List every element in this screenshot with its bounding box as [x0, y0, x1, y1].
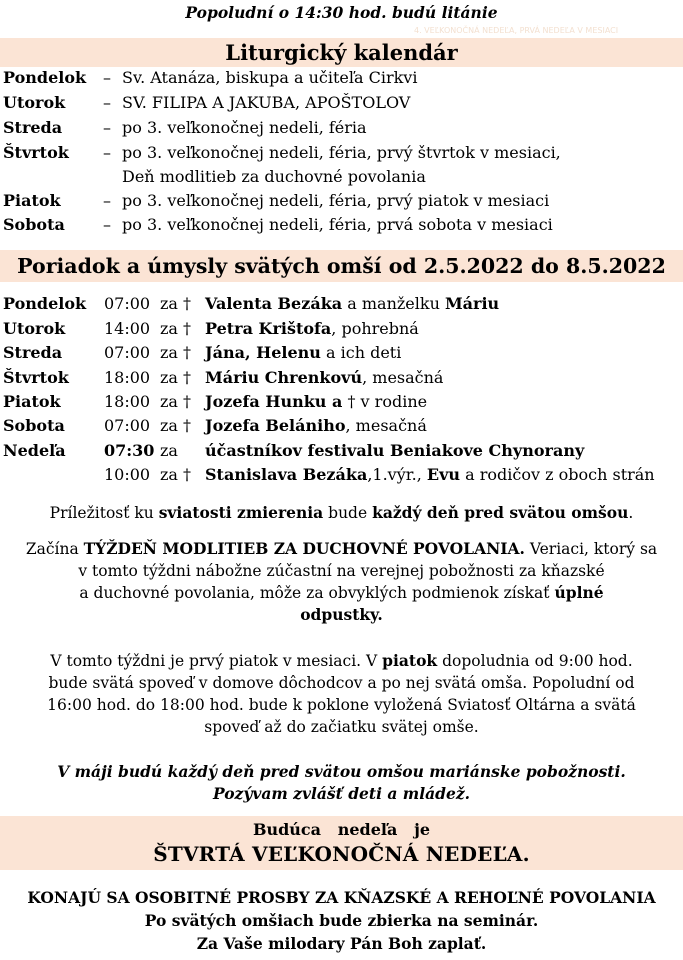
mass-time: 07:30 [104, 441, 155, 460]
mass-time: 10:00 [104, 465, 151, 484]
calendar-day: Sobota [3, 215, 65, 234]
mass-day: Utorok [3, 319, 66, 338]
masses-title: Poriadok a úmysly svätých omší od 2.5.2022 do 8.5.2022 [0, 250, 683, 282]
mass-day: Štvrtok [3, 368, 69, 387]
mass-intention: Valenta Bezáka a manželku Máriu [205, 294, 500, 313]
calendar-dash: – [103, 143, 111, 162]
mass-za: za [160, 441, 178, 460]
mass-za: za † [160, 319, 192, 338]
calendar-day: Streda [3, 118, 63, 137]
calendar-day: Štvrtok [3, 143, 69, 162]
mass-intention: Jozefa Hunku a † v rodine [205, 392, 428, 411]
vocations-week-note: Začína TÝŽDEŇ MODLITIEB ZA DUCHOVNÉ POVOLANIA. Veriaci, ktorý sa v tomto týždni nábožne zúčastní na verejnej pobožnosti za kňazské a duchovné povolania, môže za obvyklých podmienok získať úplné odpustky. [25, 539, 658, 624]
calendar-dash: – [103, 215, 111, 234]
mass-za: za † [160, 343, 192, 362]
mass-day: Nedeľa [3, 441, 66, 460]
first-friday-note: V tomto týždni je prvý piatok v mesiaci. V piatok dopoludnia od 9:00 hod. bude svätá spoveď v domove dôchodcov a po nej svätá omša. Popoludní od 16:00 hod. do 18:00 hod. bude k poklone vyložená Sviatosť Oltárna a svätá spoveď až do začiatku svätej omše. [47, 651, 636, 736]
next-sunday-label: Budúca nedeľa je [252, 820, 431, 839]
calendar-dash: – [103, 93, 111, 112]
calendar-entry: Sv. Atanáza, biskupa a učiteľa Cirkvi [122, 68, 418, 87]
calendar-day: Pondelok [3, 68, 87, 87]
mass-time: 07:00 [104, 343, 151, 362]
mass-za: za † [160, 392, 192, 411]
confession-note: Príležitosť ku sviatosti zmierenia bude každý deň pred svätou omšou. [49, 503, 634, 522]
calendar-dash: – [103, 118, 111, 137]
next-sunday-title: ŠTVRTÁ VEĽKONOČNÁ NEDEĽA. [153, 842, 530, 866]
footer-notes: KONAJÚ SA OSOBITNÉ PROSBY ZA KŇAZSKÉ A REHOĽNÉ POVOLANIA Po svätých omšiach bude zbierka na seminár. Za Vaše milodary Pán Boh zaplať. [27, 888, 656, 953]
calendar-dash: – [103, 191, 111, 210]
calendar-entry: po 3. veľkonočnej nedeli, féria [122, 118, 367, 137]
mass-time: 14:00 [104, 319, 151, 338]
calendar-day: Piatok [3, 191, 61, 210]
mass-day: Pondelok [3, 294, 87, 313]
mass-intention: Jozefa Belániho, mesačná [205, 416, 427, 435]
mass-za: za † [160, 465, 192, 484]
mass-time: 18:00 [104, 368, 151, 387]
mass-intention: účastníkov festivalu Beniakove Chynorany [205, 441, 585, 460]
calendar-day: Utorok [3, 93, 66, 112]
mass-za: za † [160, 294, 192, 313]
calendar-entry: po 3. veľkonočnej nedeli, féria, prvá sobota v mesiaci [122, 215, 553, 234]
calendar-entry: SV. FILIPA A JAKUBA, APOŠTOLOV [122, 93, 411, 112]
mass-time: 07:00 [104, 294, 151, 313]
mass-intention: Máriu Chrenkovú, mesačná [205, 368, 444, 387]
mass-intention: Petra Krištofa, pohrebná [205, 319, 419, 338]
mass-time: 07:00 [104, 416, 151, 435]
calendar-entry: po 3. veľkonočnej nedeli, féria, prvý štvrtok v mesiaci, [122, 143, 561, 162]
mass-za: za † [160, 416, 192, 435]
mass-intention: Jána, Helenu a ich deti [205, 343, 402, 362]
afternoon-litany-note: Popoludní o 14:30 hod. budú litánie [185, 3, 498, 22]
may-devotions-note: V máji budú každý deň pred svätou omšou mariánske pobožnosti. Pozývam zvlášť deti a mládež. [57, 762, 626, 803]
watermark-text: 4. VEĽKONOČNÁ NEDEĽA, PRVÁ NEDEĽA V MESIACI [414, 26, 619, 35]
mass-time: 18:00 [104, 392, 151, 411]
mass-day: Streda [3, 343, 63, 362]
mass-day: Sobota [3, 416, 65, 435]
calendar-title: Liturgický kalendár [0, 38, 683, 67]
mass-za: za † [160, 368, 192, 387]
mass-intention: Stanislava Bezáka,1.výr., Evu a rodičov z oboch strán [205, 465, 655, 484]
calendar-entry: po 3. veľkonočnej nedeli, féria, prvý piatok v mesiaci [122, 191, 550, 210]
next-sunday-banner [0, 816, 683, 870]
calendar-entry: Deň modlitieb za duchovné povolania [122, 167, 426, 186]
mass-day: Piatok [3, 392, 61, 411]
calendar-dash: – [103, 68, 111, 87]
